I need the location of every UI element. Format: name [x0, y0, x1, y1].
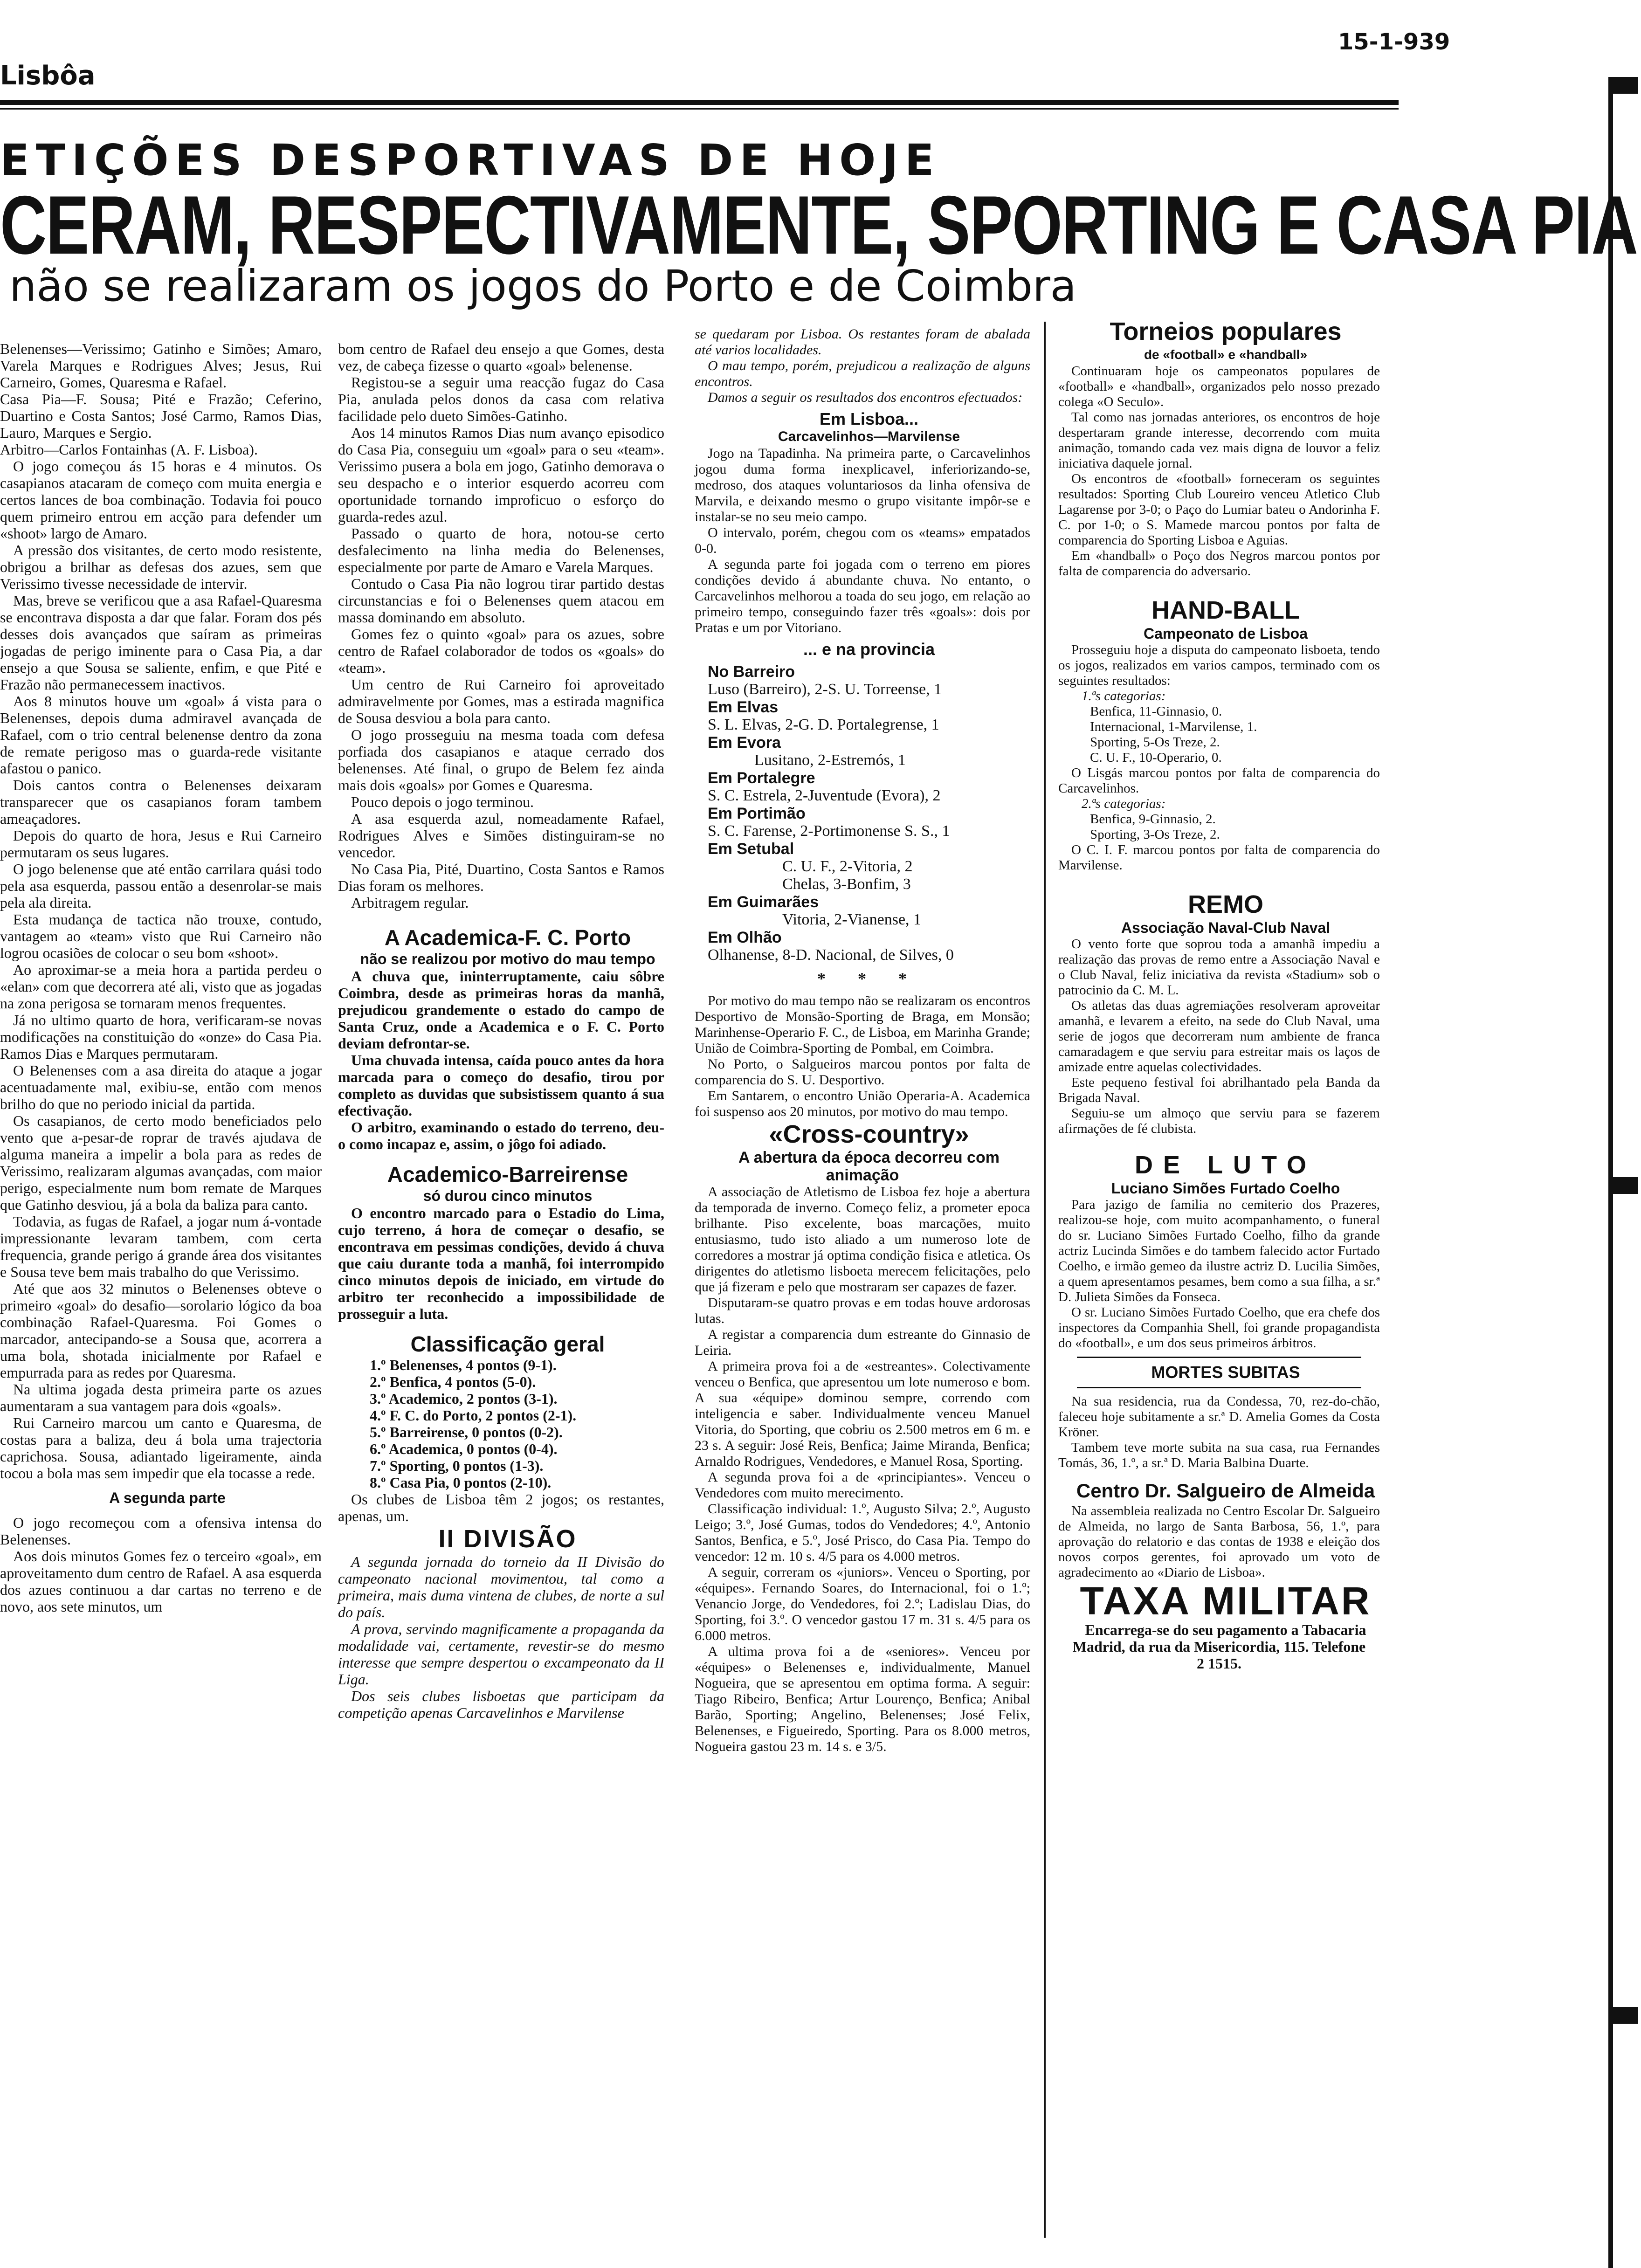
result-place: Em Elvas — [708, 698, 779, 716]
section-title-porto: A Academica-F. C. Porto — [384, 925, 631, 950]
paragraph: O jogo prosseguiu na mesma toada com defesa porfiada dos casapianos e ataque cerrado dos belenenses. Até final, o grupo de Belem fez ainda mais dois «goals» por Gomes e Quaresma. — [338, 726, 664, 793]
section-title-torneios: Torneios populares — [1110, 317, 1342, 345]
classification-table — [338, 1357, 664, 1491]
paragraph: Ao aproximar-se a meia hora a partida perdeu o «elan» com que decorrera até ali, visto que as jogadas na zona perigosa se tornaram menos frequentes. — [0, 961, 322, 1012]
sub-headline: não se realizaram os jogos do Porto e de Coimbra — [9, 261, 1077, 311]
result-line: S. C. Estrela, 2-Juventude (Evora), 2 — [708, 787, 941, 804]
paragraph: Registou-se a seguir uma reacção fugaz do Casa Pia, anulada pelos donos da casa com relativa facilidade pelo dueto Simões-Gatinho. — [338, 374, 664, 424]
section-subtitle: Associação Naval-Club Naval — [1121, 919, 1331, 936]
column-divider — [1044, 322, 1046, 2238]
lineup-belenenses: Belenenses—Verissimo; Gatinho e Simões; Amaro, Varela Marques e Rodrigues Alves; Jesus, Rui Carneiro, Gomes, Quaresma e Rafael. — [0, 340, 322, 391]
paragraph: O jogo belenense que até então carrilara quási todo pela asa esquerda, passou então a desenrolar-se mais pela ala direita. — [0, 861, 322, 911]
section-subtitle: Luciano Simões Furtado Coelho — [1111, 1180, 1340, 1197]
result-place: Em Setubal — [708, 840, 794, 858]
paragraph: A associação de Atletismo de Lisboa fez hoje a abertura da temporada de inverno. Começo feliz, a prometer epoca brilhante. Piso excelente, boas marcações, muito entusiasmo, tudo isto aliado a um numeroso lote de corredores a mostrar já optima condição fisica e atletica. Os dirigentes do atletismo lisboeta merecem felicitações, pelo que já fizeram e pelo que mostraram ser capazes de fazer. — [695, 1184, 1030, 1295]
result-line: Luso (Barreiro), 2-S. U. Torreense, 1 — [708, 681, 942, 698]
paragraph: O intervalo, porém, chegou com os «teams» empatados 0-0. — [695, 525, 1030, 556]
paragraph: Rui Carneiro marcou um canto e Quaresma, de costas para a baliza, deu á bola uma trajectoria caprichosa. Sousa, adiantado ligeiramente, ainda tocou a bola mas sem impedir que ela tocasse a rede. — [0, 1414, 322, 1482]
paragraph: O jogo começou ás 15 horas e 4 minutos. Os casapianos atacaram de começo com muita energia e certos lances de boa combinação. Todavia foi pouco quem primeiro entrou em acção para defender um «shoot» largo de Amaro. — [0, 458, 322, 542]
paragraph: O C. I. F. marcou pontos por falta de comparencia do Marvilense. — [1058, 842, 1380, 873]
section-title-mortes: MORTES SUBITAS — [1151, 1363, 1300, 1382]
paragraph: No Casa Pia, Pité, Duartino, Costa Santos e Ramos Dias foram os melhores. — [338, 861, 664, 894]
paragraph: O Lisgás marcou pontos por falta de comparencia do Carcavelinhos. — [1058, 765, 1380, 796]
table-row: 5.º Barreirense, 0 pontos (0-2). — [370, 1424, 563, 1441]
subsection-title: A segunda parte — [109, 1489, 226, 1506]
paragraph: A asa esquerda azul, nomeadamente Rafael, Rodrigues Alves e Simões distinguiram-se no vencedor. — [338, 810, 664, 861]
paragraph: O Belenenses com a asa direita do ataque a jogar acentuadamente mal, exibiu-se, então com menos brilho do que no periodo inicial da partida. — [0, 1062, 322, 1112]
paragraph: A segunda prova foi a de «principiantes». Venceu o Vendedores com muito merecimento. — [695, 1469, 1030, 1501]
paragraph: Aos 8 minutos houve um «goal» á vista para o Belenenses, depois duma admiravel avançada de Rafael, com o trio central belenense dentro da zona de remate perigoso mas o guarda-rede visitante afastou o panico. — [0, 693, 322, 777]
paragraph: Pouco depois o jogo terminou. — [351, 793, 534, 810]
category-title: 2.ªs categorias: — [1082, 796, 1166, 811]
paragraph: Classificação individual: 1.º, Augusto Silva; 2.º, Augusto Leigo; 3.º, José Gumas, todos do Vendedores; 4.º, Antonio Santos, Benfica, e 5.º, José Prisco, do Casa Pia. Tempo do vencedor: 12 m. 10 s. 4/5 para os 4.000 metros. — [695, 1501, 1030, 1564]
result-line: Vitoria, 2-Vianense, 1 — [782, 911, 922, 928]
lineup-casa-pia: Casa Pia—F. Sousa; Pité e Frazão; Ceferino, Duartino e Costa Santos; José Carmo, Ramos Dias, Lauro, Marques e Sergio. — [0, 391, 322, 441]
section-subtitle: A abertura da época decorreu com animação — [738, 1149, 1000, 1184]
top-rule — [0, 100, 1399, 105]
paragraph: Jogo na Tapadinha. Na primeira parte, o Carcavelinhos jogou duma forma inexplicavel, inferiorizando-se, medroso, dos ataques voluntariosos da linha ofensiva de Marvila, e deixando mesmo o grupo visitante impôr-se e instalar-se no seu meio campo. — [695, 446, 1030, 524]
result-place: Em Olhão — [708, 929, 782, 946]
paragraph: Continuaram hoje os campeonatos populares de «football» e «handball», organizados pelo nosso prezado colega «O Seculo». — [1058, 364, 1380, 409]
paragraph: Gomes fez o quinto «goal» para os azues, sobre centro de Rafael colaborador de todos os «goals» do «team». — [338, 626, 664, 676]
table-row: 2.º Benfica, 4 pontos (5-0). — [370, 1373, 536, 1390]
paragraph: O vento forte que soprou toda a amanhã impediu a realização das provas de remo entre a Associação Naval e o Club Naval, feliz iniciativa da revista «Stadium» sob o patrocinio da C. M. L. — [1058, 937, 1380, 998]
date-header: 15-1-939 — [1338, 29, 1450, 55]
paragraph: Os clubes de Lisboa têm 2 jogos; os restantes, apenas, um. — [338, 1491, 664, 1524]
section-title-provincia: ... e na provincia — [803, 640, 935, 659]
referee: Arbitro—Carlos Fontainhas (A. F. Lisboa). — [0, 441, 258, 458]
table-row: 1.º Belenenses, 4 pontos (9-1). — [370, 1357, 557, 1373]
main-headline: CERAM, RESPECTIVAMENTE, SPORTING E CASA PIA — [0, 179, 1638, 271]
result-line: Internacional, 1-Marvilense, 1. — [1090, 719, 1257, 734]
paragraph: Na ultima jogada desta primeira parte os azues aumentaram a sua vantagem para dois «goals». — [0, 1381, 322, 1414]
result-line: S. L. Elvas, 2-G. D. Portalegrense, 1 — [708, 716, 939, 733]
advert-text: Encarrega-se do seu pagamento a Tabacaria Madrid, da rua da Misericordia, 115. Telefone 2 1515. — [1072, 1621, 1366, 1672]
paragraph: Este pequeno festival foi abrilhantado pela Banda da Brigada Naval. — [1058, 1075, 1380, 1105]
table-row: 3.º Academico, 2 pontos (3-1). — [370, 1390, 558, 1407]
paragraph: A prova, servindo magnificamente a propaganda da modalidade vai, certamente, revestir-se do mesmo interesse que sempre despertou o excampeonato da II Liga. — [338, 1620, 664, 1688]
paragraph: Uma chuvada intensa, caída pouco antes da hora marcada para o começo do desafio, tirou por completo as duvidas que subsistissem quanto á sua efectivação. — [338, 1052, 664, 1119]
result-line: Sporting, 3-Os Treze, 2. — [1090, 827, 1220, 842]
category-title: 1.ªs categorias: — [1082, 689, 1166, 703]
section-title-barreirense: Academico-Barreirense — [387, 1162, 628, 1186]
paragraph: O arbitro, examinando o estado do terreno, deu-o como incapaz e, assim, o jôgo foi adiado. — [338, 1119, 664, 1152]
section-title-cross-country: «Cross-country» — [769, 1120, 969, 1148]
section-title-handball: HAND-BALL — [1151, 596, 1300, 624]
kicker-headline: ETIÇÕES DESPORTIVAS DE HOJE — [0, 135, 941, 185]
column-2 — [338, 340, 664, 1721]
table-row: 8.º Casa Pia, 0 pontos (2-10). — [370, 1474, 552, 1491]
paragraph: Dois cantos contra o Belenenses deixaram transparecer que os casapianos foram tambem ameaçadores. — [0, 777, 322, 827]
paragraph: Por motivo do mau tempo não se realizaram os encontros Desportivo de Monsão-Sporting de Braga, em Monsão; Marinhense-Operario F. C., de Lisboa, em Marinha Grande; União de Coimbra-Sporting de Pombal, em Coimbra. — [695, 993, 1030, 1056]
column-3 — [695, 326, 1030, 1755]
paragraph: Tal como nas jornadas anteriores, os encontros de hoje despertaram grande interesse, decorrendo com muita animação, tomando cada vez mais digna de louvor a feliz iniciativa daquele jornal. — [1058, 410, 1380, 471]
result-place: Em Portimão — [708, 805, 806, 822]
result-line: Olhanense, 8-D. Nacional, de Silves, 0 — [708, 946, 954, 964]
paragraph: bom centro de Rafael deu ensejo a que Gomes, desta vez, de cabeça fizesse o quarto «goal» belenense. — [338, 340, 664, 374]
result-line: Lusitano, 2-Estremós, 1 — [754, 751, 906, 769]
paragraph: Os casapianos, de certo modo beneficiados pelo vento que a-pesar-de roprar de través ajudava de alguma maneira a impelir a bola para as redes de Verissimo, realizaram algumas avançadas, com maior perigo, especialmente num bom remate de Marques que Gatinho desviou, já a bola da baliza para canto. — [0, 1112, 322, 1213]
paragraph: Um centro de Rui Carneiro foi aproveitado admiravelmente por Gomes, mas a estirada magnifica de Sousa desviou a bola para canto. — [338, 676, 664, 726]
result-line: Benfica, 11-Ginnasio, 0. — [1090, 704, 1222, 719]
section-subtitle: Campeonato de Lisboa — [1143, 625, 1308, 642]
category-1-results — [1058, 704, 1380, 765]
paragraph: Os encontros de «football» forneceram os seguintes resultados: Sporting Club Loureiro venceu Atletico Club Lagarense por 3-0; o Paço do Lumiar bateu o Andorinha F. C. por 1-0; o S. Mamede marcou pontos por falta de comparencia do Sporting Lisboa e Aguias. — [1058, 471, 1380, 548]
paragraph: Aos dois minutos Gomes fez o terceiro «goal», em aproveitamento dum centro de Rafael. A asa esquerda dos azues continuou a dar cartas no terreno e de novo, aos sete minutos, um — [0, 1548, 322, 1615]
column-1 — [0, 340, 322, 1615]
paragraph: Dos seis clubes lisboetas que participam da competição apenas Carcavelinhos e Marvilense — [338, 1688, 664, 1721]
paragraph: Esta mudança de tactica não trouxe, contudo, vantagem ao «team» visto que Rui Carneiro não logrou ocasiões de colocar o seu bom «shoot». — [0, 911, 322, 961]
table-row: 4.º F. C. do Porto, 2 pontos (2-1). — [370, 1407, 577, 1424]
paragraph: O sr. Luciano Simões Furtado Coelho, que era chefe dos inspectores da Companhia Shell, foi grande propagandista do «football», e um dos seus primeiros árbitros. — [1058, 1305, 1380, 1351]
paragraph: O mau tempo, porém, prejudicou a realização de alguns encontros. — [695, 358, 1030, 389]
result-line: C. U. F., 10-Operario, 0. — [1090, 750, 1222, 765]
paragraph: No Porto, o Salgueiros marcou pontos por falta de comparencia do S. U. Desportivo. — [695, 1056, 1030, 1088]
paragraph: A segunda parte foi jogada com o terreno em piores condições devido á abundante chuva. No entanto, o Carcavelinhos melhorou a toada do seu jogo, em relação ao primeiro tempo, conseguindo fazer três «goals»: dois por Pratas e um por Vitoriano. — [695, 557, 1030, 635]
section-title-classification: Classificação geral — [410, 1332, 605, 1356]
results-list — [695, 663, 1030, 964]
paragraph: Prosseguiu hoje a disputa do campeonato lisboeta, tendo os jogos, realizados em varios campos, terminado com os seguintes resultados: — [1058, 642, 1380, 688]
paragraph: O encontro marcado para o Estadio do Lima, cujo terreno, á hora de começar o desafio, se encontrava em pessimas condições, devido á chuva que caiu durante toda a manhã, foi interrompido cinco minutos depois de iniciado, em virtude do arbitro ter reconhecido a impossibilidade de prosseguir a luta. — [338, 1205, 664, 1322]
paragraph: A seguir, correram os «juniors». Venceu o Sporting, por «équipes». Fernando Soares, do Internacional, foi o 1.º; Venancio Jorge, do Vendedores, foi 2.º; Ladislau Dias, do Sporting, foi 3.º. O vencedor gastou 17 m. 31 s. 4/5 para os 6.000 metros. — [695, 1565, 1030, 1643]
category-2-results — [1058, 812, 1380, 842]
result-line: Chelas, 3-Bonfim, 3 — [782, 875, 911, 893]
paragraph: Disputaram-se quatro provas e em todas houve ardorosas lutas. — [695, 1295, 1030, 1326]
match-title: Carcavelinhos—Marvilense — [778, 429, 960, 444]
section-subtitle: de «football» e «handball» — [1144, 347, 1308, 362]
paragraph: A registar a comparencia dum estreante do Ginnasio de Leiria. — [695, 1327, 1030, 1358]
paragraph: Damos a seguir os resultados dos encontros efectuados: — [708, 390, 1023, 405]
paragraph: Para jazigo de familia no cemiterio dos Prazeres, realizou-se hoje, com muito acompanhamento, o funeral do sr. Luciano Simões Furtado Coelho, filho da grande actriz Lucinda Simões e do tambem falecido actor Furtado Coelho, e irmão gemeo da ilustre actriz D. Lucilia Simões, a quem apresentamos pesames, bem como a sua filha, a sr.ª D. Julieta Simões da Fonseca. — [1058, 1197, 1380, 1304]
section-subtitle: só durou cinco minutos — [423, 1187, 593, 1204]
section-title-remo: REMO — [1188, 890, 1263, 918]
result-place: Em Guimarães — [708, 893, 819, 911]
paragraph: A chuva que, ininterruptamente, caiu sôbre Coimbra, desde as primeiras horas da manhã, prejudicou grandemente o estado do campo de Santa Cruz, onde a Academica e o F. C. Porto deviam defrontar-se. — [338, 968, 664, 1052]
column-4 — [1058, 317, 1380, 1672]
result-place: No Barreiro — [708, 663, 795, 681]
section-title-luto: DE LUTO — [1134, 1151, 1317, 1179]
paragraph: A pressão dos visitantes, de certo modo resistente, obrigou a brilhar as defesas dos azues, sem que Verissimo tivesse necessidade de intervir. — [0, 542, 322, 592]
paragraph: Passado o quarto de hora, notou-se certo desfalecimento na linha media do Belenenses, especialmente por parte de Amaro e Varela Marques. — [338, 525, 664, 575]
result-line: S. C. Farense, 2-Portimonense S. S., 1 — [708, 822, 950, 840]
paragraph: Arbitragem regular. — [351, 894, 469, 911]
paragraph: A primeira prova foi a de «estreantes». Colectivamente venceu o Benfica, que apresentou um lote numeroso e bom. A sua «équipe» dominou sempre, correndo com inteligencia e saber. Individualmente venceu Manuel Vitoria, do Sporting, que cobriu os 2.500 metros em 6 m. e 23 s. A seguir: José Reis, Benfica; Jaime Miranda, Benfica; Arnaldo Rodrigues, Vendedores, e Manuel Rosa, Sporting. — [695, 1358, 1030, 1469]
paragraph: A ultima prova foi a de «seniores». Venceu por «équipes» o Belenenses e, individualmente, Manuel Nogueira, que se apresentou em optima forma. A seguir: Tiago Ribeiro, Benfica; Artur Lourenço, Benfica; Anibal Barão, Sporting; Angelino, Belenenses; José Felix, Belenenses, e Figueiredo, Sporting. Para os 8.000 metros, Nogueira gastou 23 m. 14 s. e 3/5. — [695, 1644, 1030, 1754]
paragraph: Na assembleia realizada no Centro Escolar Dr. Salgueiro de Almeida, no largo de Santa Barbosa, 56, 1.º, para aprovação do relatorio e das contas de 1938 e eleição dos novos corpos gerentes, foi aprovado um voto de agradecimento ao «Diario de Lisboa». — [1058, 1503, 1380, 1580]
paragraph: O jogo recomeçou com a ofensiva intensa do Belenenses. — [0, 1514, 322, 1548]
paragraph: Na sua residencia, rua da Condessa, 70, rez-do-chão, faleceu hoje subitamente a sr.ª D. Amelia Gomes da Costa Kröner. — [1058, 1394, 1380, 1440]
margin-strip — [1608, 77, 1641, 2268]
result-place: Em Portalegre — [708, 769, 815, 787]
advert-title: TAXA MILITAR — [1080, 1579, 1372, 1623]
paragraph: Aos 14 minutos Ramos Dias num avanço episodico do Casa Pia, conseguiu um «goal» para o seu «team». Verissimo pusera a bola em jogo, Gatinho demorava o seu despacho e o interior esquerdo acorreu com oportunidade tornando improficuo o esforço do guarda-redes azul. — [338, 424, 664, 525]
section-subtitle: não se realizou por motivo do mau tempo — [360, 951, 655, 967]
table-row: 6.º Academica, 0 pontos (0-4). — [370, 1441, 558, 1457]
section-title-centro: Centro Dr. Salgueiro de Almeida — [1076, 1480, 1375, 1502]
top-rule-thin — [0, 108, 1399, 110]
paragraph: se quedaram por Lisboa. Os restantes foram de abalada até varios localidades. — [695, 326, 1030, 358]
paragraph: Contudo o Casa Pia não logrou tirar partido destas circunstancias e foi o Belenenses quem atacou em massa dominando em absoluto. — [338, 575, 664, 626]
result-line: Benfica, 9-Ginnasio, 2. — [1090, 812, 1216, 827]
city-header: Lisbôa — [0, 61, 96, 91]
divider — [1077, 1357, 1361, 1358]
paragraph: Em Santarem, o encontro União Operaria-A. Academica foi suspenso aos 20 minutos, por motivo do mau tempo. — [695, 1088, 1030, 1119]
divider — [1077, 1387, 1361, 1388]
paragraph: Depois do quarto de hora, Jesus e Rui Carneiro permutaram os seus lugares. — [0, 827, 322, 861]
paragraph: Seguiu-se um almoço que serviu para se fazerem afirmações de fé clubista. — [1058, 1106, 1380, 1136]
paragraph: A segunda jornada do torneio da II Divisão do campeonato nacional movimentou, tal como a primeira, mais duma vintena de clubes, de norte a sul do país. — [338, 1553, 664, 1620]
paragraph: Até que aos 32 minutos o Belenenses obteve o primeiro «goal» do desafio—sorolario lógico da boa combinação Rafael-Quaresma. Foi Gomes o marcador, antecipando-se a Sousa que, acorrera a uma bola, shotada inicialmente por Rafael e empurrada para as redes por Quaresma. — [0, 1280, 322, 1381]
section-title-division: II DIVISÃO — [438, 1525, 577, 1553]
paragraph: Mas, breve se verificou que a asa Rafael-Quaresma se encontrava disposta a dar que falar. Foram dos pés desses dois avançados que saíram as primeiras jogadas de perigo iminente para o Casa Pia, a dar ensejo a que Sousa se saliente, enfim, e que Pité e Frazão não permanecessem inactivos. — [0, 592, 322, 693]
result-place: Em Evora — [708, 734, 781, 751]
paragraph: Tambem teve morte subita na sua casa, rua Fernandes Tomás, 36, 1.º, a sr.ª D. Maria Balbina Duarte. — [1058, 1440, 1380, 1470]
section-title-lisboa: Em Lisboa... — [819, 409, 919, 428]
separator-stars: * * * — [817, 969, 921, 988]
table-row: 7.º Sporting, 0 pontos (1-3). — [370, 1457, 544, 1474]
paragraph: Todavia, as fugas de Rafael, a jogar num á-vontade impressionante levaram tambem, com certa frequencia, grande perigo á grande área dos visitantes e Sousa teve bem mais trabalho do que Verissimo. — [0, 1213, 322, 1280]
result-line: Sporting, 5-Os Treze, 2. — [1090, 735, 1220, 750]
paragraph: Os atletas das duas agremiações resolveram aproveitar amanhã, e levarem a efeito, na sede do Club Naval, uma serie de jogos que decorreram num ambiente de franca camaradagem e que serviu para estreitar mais os laços de amizade entre aquelas colectividades. — [1058, 998, 1380, 1075]
paragraph: Já no ultimo quarto de hora, verificaram-se novas modificações na constituição do «onze» do Casa Pia. Ramos Dias e Marques permutaram. — [0, 1012, 322, 1062]
result-line: C. U. F., 2-Vitoria, 2 — [782, 858, 913, 875]
paragraph: Em «handball» o Poço dos Negros marcou pontos por falta de comparencia do adversario. — [1058, 548, 1380, 579]
